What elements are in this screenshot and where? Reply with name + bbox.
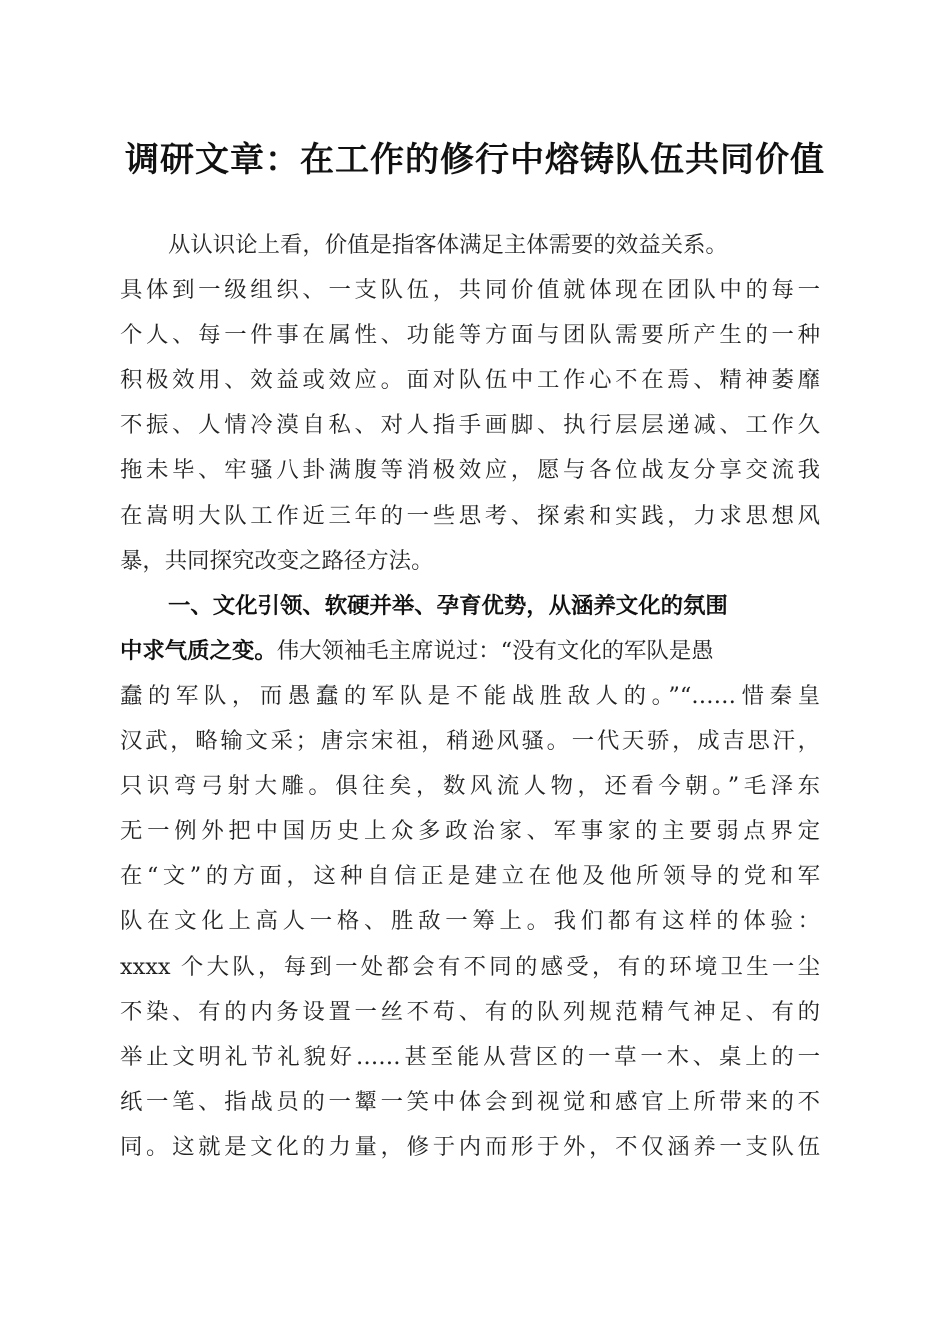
paragraph-line: 从认识论上看，价值是指客体满足主体需要的效益关系。 [168, 232, 728, 258]
paragraph-1 [120, 223, 820, 584]
document-body [120, 223, 820, 1170]
paragraph-2 [120, 584, 820, 1170]
paragraph-line: 队在文化上高人一格、胜敌一筹上。我们都有这样的体验： [120, 908, 820, 935]
paragraph-line: 举止文明礼节礼貌好……甚至能从营区的一草一木、桌上的一 [120, 1043, 820, 1070]
paragraph-line: 不振、人情冷漠自私、对人指手画脚、执行层层递减、工作久 [120, 412, 820, 439]
paragraph-line: 个人、每一件事在属性、功能等方面与团队需要所产生的一种 [120, 322, 820, 349]
paragraph-line: 不染、有的内务设置一丝不苟、有的队列规范精气神足、有的 [120, 998, 820, 1025]
paragraph-text: 伟大领袖毛主席说过：“没有文化的军队是愚 [276, 637, 714, 664]
paragraph-line: xxxx 个大队，每到一处都会有不同的感受，有的环境卫生一尘 [120, 953, 820, 980]
paragraph-line: 在嵩明大队工作近三年的一些思考、探索和实践，力求思想风 [120, 502, 820, 529]
paragraph-line: 同。这就是文化的力量，修于内而形于外，不仅涵养一支队伍 [120, 1133, 820, 1160]
paragraph-line: 纸一笔、指战员的一颦一笑中体会到视觉和感官上所带来的不 [120, 1088, 820, 1115]
paragraph-line [120, 629, 820, 674]
section-heading-end: 中求气质之变。 [120, 637, 277, 664]
document-title: 调研文章：在工作的修行中熔铸队伍共同价值 [125, 140, 825, 180]
paragraph-line: 汉武，略输文采；唐宗宋祖，稍逊风骚。一代天骄，成吉思汗， [120, 728, 820, 755]
paragraph-line: 积极效用、效益或效应。面对队伍中工作心不在焉、精神萎靡 [120, 367, 820, 394]
paragraph-line: 在“文”的方面，这种自信正是建立在他及他所领导的党和军 [120, 863, 820, 890]
paragraph-line: 拖未毕、牢骚八卦满腹等消极效应，愿与各位战友分享交流我 [120, 457, 820, 484]
paragraph-line: 具体到一级组织、一支队伍，共同价值就体现在团队中的每一 [120, 277, 820, 304]
paragraph-line: 无一例外把中国历史上众多政治家、军事家的主要弱点界定 [120, 818, 820, 845]
section-heading: 一、文化引领、软硬并举、孕育优势，从涵养文化的氛围 [168, 592, 728, 619]
paragraph-line: 只识弯弓射大雕。俱往矣，数风流人物，还看今朝。”毛泽东 [120, 773, 820, 800]
paragraph-line: 蠢的军队，而愚蠢的军队是不能战胜敌人的。”“……惜秦皇 [120, 682, 820, 709]
paragraph-line: 暴，共同探究改变之路径方法。 [120, 547, 434, 574]
